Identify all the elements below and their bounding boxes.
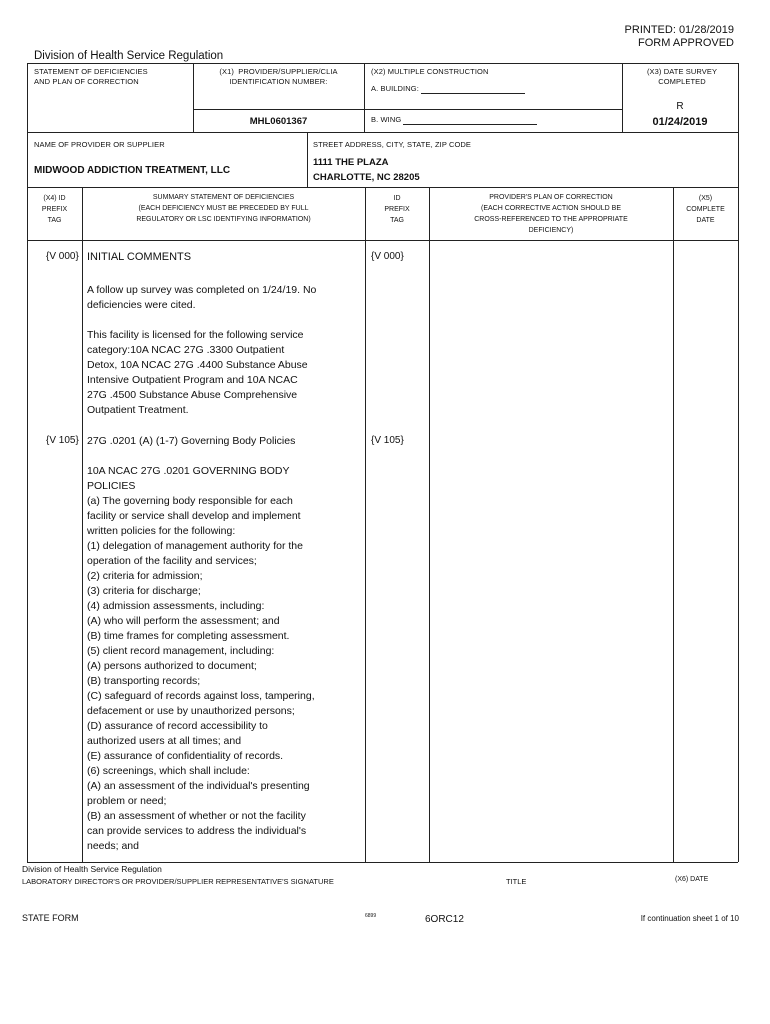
statement-label: STATEMENT OF DEFICIENCIES AND PLAN OF CORRECTION — [34, 67, 148, 86]
entry-text-governing-body: 10A NCAC 27G .0201 GOVERNING BODY POLICIES (a) The governing body responsible for each facility or service shall develop and implement written policies for the following: (1) delegation of management authority for the operation of the facility and services; (2) criteria for admission; (3) criteria for discharge; (4) admission assessments, including: (A) who will perform the assessment; and (B) time frames for completing assessment. (5) client record management, including: (A) persons authorized to document; (B) transporting records; (C) safeguard of records against loss, tampering, defacement or use by unauthorized persons; (D) assurance of record accessibility to authorized users at all times; and (E) assurance of confidentiality of records. (6) screenings, which shall include: (A) an assessment of the individual's presenting problem or need; (B) an assessment of whether or not the facility can provide services to address the individual's needs; and — [87, 465, 315, 852]
address-line1: 1111 THE PLAZA — [313, 157, 389, 168]
x3-label: (X3) DATE SURVEY COMPLETED — [646, 67, 718, 86]
form-approved: FORM APPROVED — [638, 37, 734, 49]
col-x5-header: (X5) COMPLETE DATE — [686, 195, 725, 224]
entry-title-governing-body: 27G .0201 (A) (1-7) Governing Body Policies — [87, 435, 296, 447]
entry-tag-v000: {V 000} — [46, 251, 79, 262]
form-code: 6899 — [365, 913, 377, 919]
x2-building-label: A. BUILDING: — [371, 84, 525, 94]
continuation-label: If continuation sheet 1 of 10 — [640, 914, 739, 923]
entry-title-initial-comments: INITIAL COMMENTS — [87, 251, 192, 263]
x2-label: (X2) MULTIPLE CONSTRUCTION — [371, 67, 489, 76]
state-form-label: STATE FORM — [22, 913, 79, 923]
address-line2: CHARLOTTE, NC 28205 — [313, 172, 420, 183]
entry-text-initial-comments: A follow up survey was completed on 1/24/19. No deficiencies were cited. This facility is licensed for the following service category:10A NCAC 27G .3300 Outpatient Detox, 10A NCAC 27G .4400 Substance Abuse Intensive Outpatient Program and 10A NCAC 27G .4500 Substance Abuse Comprehensive Outpatient Treatment. — [87, 284, 317, 416]
building-blank — [421, 84, 525, 94]
col-x4-header: (X4) ID PREFIX TAG — [41, 195, 68, 224]
entry-id-tag-v000: {V 000} — [371, 251, 404, 262]
entry-id-tag-v105: {V 105} — [371, 435, 404, 446]
x3-code: R — [676, 101, 684, 112]
provider-name: MIDWOOD ADDICTION TREATMENT, LLC — [34, 165, 231, 176]
title-label: TITLE — [506, 877, 527, 886]
provider-name-label: NAME OF PROVIDER OR SUPPLIER — [34, 140, 165, 149]
x3-date: 01/24/2019 — [652, 116, 708, 128]
col-summary-header: SUMMARY STATEMENT OF DEFICIENCIES (EACH DEFICIENCY MUST BE PRECEDED BY FULL REGULATORY OR LSC IDENTIFYING INFORMATION) — [136, 194, 311, 223]
address-label: STREET ADDRESS, CITY, STATE, ZIP CODE — [313, 140, 472, 149]
x1-value: MHL0601367 — [249, 116, 308, 127]
col-id-header: ID PREFIX TAG — [384, 195, 410, 224]
printed-date: PRINTED: 01/28/2019 — [624, 24, 734, 36]
x2-wing-label: B. WING — [371, 115, 537, 125]
event-id: 6ORC12 — [425, 914, 464, 925]
wing-blank — [403, 115, 537, 125]
signature-label: LABORATORY DIRECTOR'S OR PROVIDER/SUPPLIER REPRESENTATIVE'S SIGNATURE — [22, 877, 334, 886]
agency-header: Division of Health Service Regulation — [34, 50, 224, 62]
x1-label: (X1) PROVIDER/SUPPLIER/CLIA IDENTIFICATION NUMBER: — [219, 67, 338, 86]
x6-date-label: (X6) DATE — [675, 876, 709, 883]
col-plan-header: PROVIDER'S PLAN OF CORRECTION (EACH CORRECTIVE ACTION SHOULD BE CROSS-REFERENCED TO THE APPROPRIATE DEFICIENCY) — [474, 194, 628, 234]
entry-tag-v105: {V 105} — [46, 435, 79, 446]
footer-agency: Division of Health Service Regulation — [22, 864, 162, 874]
